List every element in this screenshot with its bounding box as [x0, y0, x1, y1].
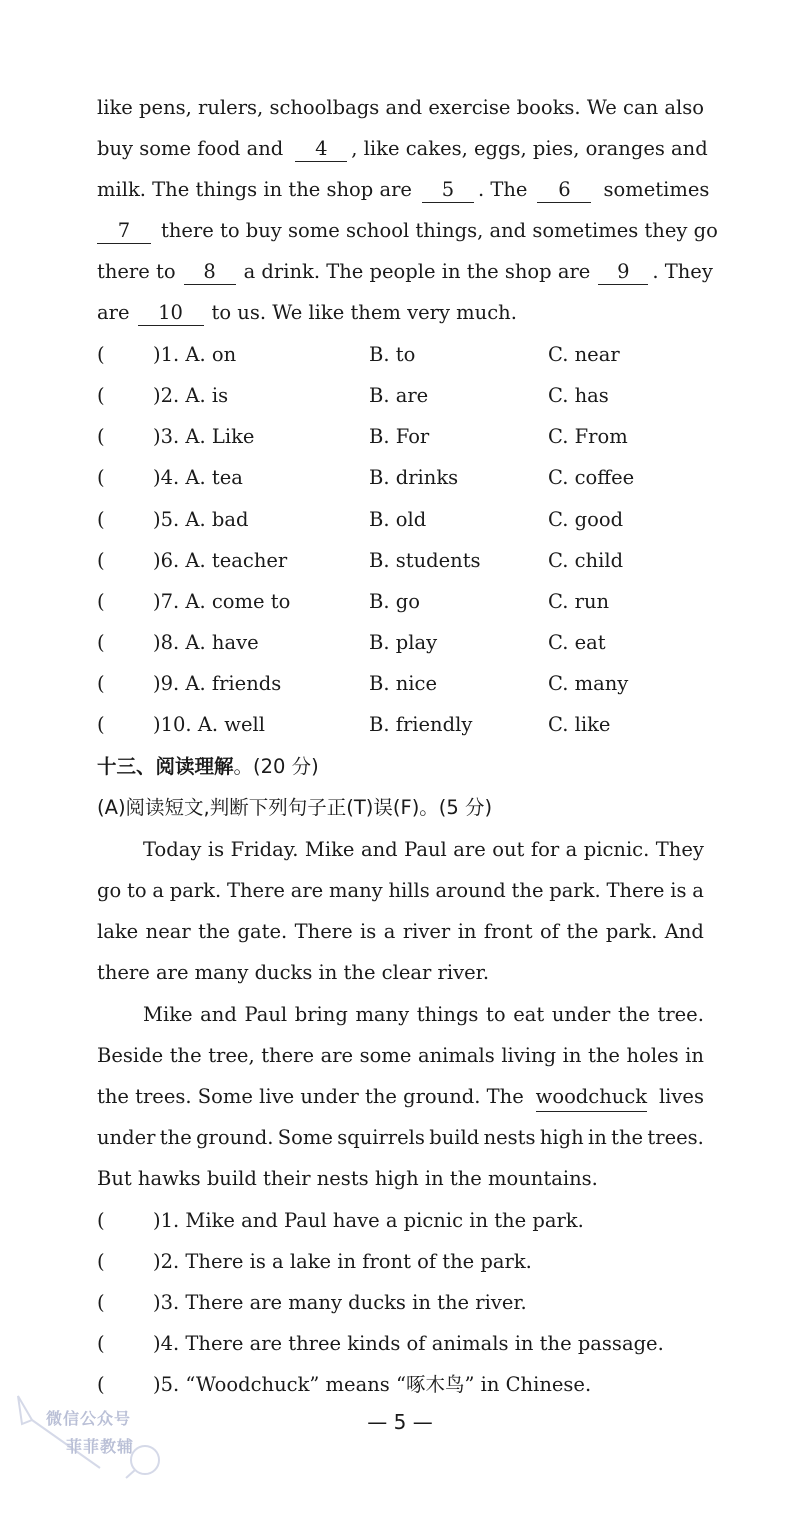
word: some — [359, 1044, 412, 1067]
answer-paren: ( — [97, 1250, 105, 1273]
answer-paren: ( — [97, 1373, 105, 1396]
reading-line — [97, 1165, 704, 1193]
reading-text — [143, 836, 704, 864]
word: and — [385, 96, 423, 119]
option-b: B. old — [369, 508, 427, 531]
word: Friday. — [230, 838, 299, 861]
passage-text — [97, 94, 704, 122]
word: also — [664, 96, 704, 119]
option-c: C. eat — [548, 631, 606, 654]
option-a: )10. A. well — [153, 713, 266, 736]
word: the — [159, 1126, 192, 1149]
reading-text: But hawks build their nests high in the mountains. — [97, 1167, 598, 1190]
reading-line — [97, 877, 704, 905]
word: the — [588, 1044, 620, 1067]
word: out — [492, 838, 525, 861]
word: are — [290, 879, 324, 902]
blank-5: 5 — [422, 178, 474, 203]
reading-line — [143, 836, 704, 864]
option-a: )2. A. is — [153, 384, 229, 407]
passage-line-1 — [97, 94, 704, 122]
answer-paren: ( — [97, 672, 105, 695]
option-c: C. run — [548, 590, 610, 613]
word: the — [198, 920, 231, 943]
answer-paren: ( — [97, 343, 105, 366]
reading-text — [97, 1124, 704, 1152]
word: gate. — [237, 920, 288, 943]
word: exercise — [428, 96, 511, 119]
word: can — [623, 96, 659, 119]
word: a — [565, 838, 578, 861]
word: picnic. — [583, 838, 650, 861]
word: a — [383, 920, 396, 943]
answer-paren: ( — [97, 1209, 105, 1232]
word: nests — [483, 1126, 536, 1149]
answer-paren: ( — [97, 713, 105, 736]
option-a: )4. A. tea — [153, 466, 243, 489]
option-a: )9. A. friends — [153, 672, 282, 695]
word: They — [655, 838, 704, 861]
word: the — [617, 1003, 650, 1026]
option-b: B. For — [369, 425, 430, 448]
option-a: )5. A. bad — [153, 508, 249, 531]
answer-paren: ( — [97, 590, 105, 613]
passage-line-3 — [97, 176, 710, 204]
word: is — [360, 920, 377, 943]
word: in — [562, 1044, 582, 1067]
answer-paren: ( — [97, 384, 105, 407]
word: front — [483, 920, 533, 943]
subsection-heading: (A)阅读短文,判断下列句子正(T)误(F)。(5 分) — [97, 796, 493, 819]
word: squirrels — [337, 1126, 425, 1149]
word: There — [606, 879, 665, 902]
watermark — [10, 1388, 170, 1480]
section-score: 。(20 分) — [233, 755, 319, 778]
answer-paren: ( — [97, 631, 105, 654]
word: build — [429, 1126, 480, 1149]
passage-text: milk. The things in the shop are — [97, 178, 412, 201]
word: many — [355, 1003, 410, 1026]
word: Some — [277, 1126, 333, 1149]
question-text: )3. There are many ducks in the river. — [153, 1291, 527, 1314]
word: rulers, — [198, 96, 264, 119]
option-b: B. friendly — [369, 713, 473, 736]
passage-text: , like cakes, eggs, pies, oranges and — [351, 137, 708, 160]
word: park. — [169, 879, 222, 902]
word: books. — [516, 96, 581, 119]
word: We — [586, 96, 617, 119]
word: There — [226, 879, 285, 902]
page-number: — 5 — — [367, 1410, 433, 1434]
option-b: B. students — [369, 549, 481, 572]
word: schoolbags — [269, 96, 380, 119]
blank-4: 4 — [295, 137, 347, 162]
reading-text: there are many ducks in the clear river. — [97, 961, 490, 984]
word: the — [566, 920, 599, 943]
passage-text: . The — [477, 178, 528, 201]
passage-text: a drink. The people in the shop are — [243, 260, 591, 283]
option-b: B. play — [369, 631, 438, 654]
word: the — [511, 879, 544, 902]
option-b: B. go — [369, 590, 420, 613]
word: tree, — [208, 1044, 255, 1067]
answer-paren: ( — [97, 425, 105, 448]
answer-paren: ( — [97, 1332, 105, 1355]
word: to — [486, 1003, 506, 1026]
option-c: C. near — [548, 343, 620, 366]
answer-paren: ( — [97, 549, 105, 572]
passage-text: sometimes — [603, 178, 710, 201]
passage-text: there to — [97, 260, 176, 283]
word: go — [97, 879, 122, 902]
word: in — [685, 1044, 704, 1067]
word: eat — [513, 1003, 545, 1026]
word: are — [453, 838, 486, 861]
reading-text — [97, 877, 704, 905]
word: lake — [97, 920, 139, 943]
word: under — [97, 1126, 156, 1149]
word: is — [670, 879, 687, 902]
word: park. — [605, 920, 658, 943]
word: tree. — [657, 1003, 704, 1026]
word: there — [261, 1044, 314, 1067]
reading-line — [97, 1042, 704, 1070]
option-a: )8. A. have — [153, 631, 259, 654]
blank-9: 9 — [598, 260, 648, 285]
blank-7: 7 — [97, 219, 151, 244]
reading-line — [97, 918, 704, 946]
section-heading — [97, 753, 319, 781]
option-b: B. to — [369, 343, 416, 366]
word: the — [169, 1044, 202, 1067]
reading-text — [97, 1042, 704, 1070]
reading-text — [143, 1001, 704, 1029]
word: Mike — [304, 838, 355, 861]
passage-line-6 — [97, 299, 704, 327]
word: are — [320, 1044, 354, 1067]
word: Today — [143, 838, 202, 861]
option-c: C. From — [548, 425, 628, 448]
word: many — [328, 879, 383, 902]
word: to — [127, 879, 147, 902]
word: animals — [417, 1044, 495, 1067]
word: things — [416, 1003, 479, 1026]
option-b: B. nice — [369, 672, 437, 695]
passage-text: . They — [652, 260, 713, 283]
passage-text: are — [97, 301, 130, 324]
watermark-line-1: 微信公众号 — [46, 1409, 132, 1428]
option-a: )1. A. on — [153, 343, 237, 366]
option-c: C. good — [548, 508, 624, 531]
underlined-word-woodchuck: woodchuck — [536, 1083, 647, 1112]
passage-text: to us. We like them very much. — [211, 301, 517, 324]
word: hills — [388, 879, 430, 902]
word: of — [540, 920, 560, 943]
word: pens, — [139, 96, 192, 119]
blank-6: 6 — [537, 178, 591, 203]
word: river — [402, 920, 451, 943]
word: a — [152, 879, 164, 902]
word: holes — [626, 1044, 679, 1067]
word: like — [97, 96, 133, 119]
word: park. — [549, 879, 601, 902]
word: for — [530, 838, 560, 861]
passage-line-2 — [97, 135, 708, 163]
word: the — [611, 1126, 644, 1149]
option-c: C. many — [548, 672, 629, 695]
reading-text: lives — [658, 1085, 704, 1108]
reading-line — [97, 959, 704, 987]
word: and — [200, 1003, 237, 1026]
word: and — [360, 838, 398, 861]
word: And — [664, 920, 704, 943]
passage-line-5 — [97, 258, 713, 286]
option-a: )6. A. teacher — [153, 549, 288, 572]
reading-line — [97, 1124, 704, 1152]
option-c: C. like — [548, 713, 611, 736]
word: in — [457, 920, 477, 943]
word: around — [435, 879, 506, 902]
option-c: C. coffee — [548, 466, 635, 489]
word: high — [539, 1126, 584, 1149]
blank-8: 8 — [184, 260, 236, 285]
word: ground. — [196, 1126, 274, 1149]
word: near — [145, 920, 191, 943]
word: There — [294, 920, 353, 943]
blank-10: 10 — [138, 301, 204, 326]
passage-line-4 — [97, 217, 718, 245]
reading-text: the trees. Some live under the ground. The — [97, 1085, 524, 1108]
option-c: C. has — [548, 384, 609, 407]
reading-line — [143, 1001, 704, 1029]
word: a — [692, 879, 704, 902]
passage-text: buy some food and — [97, 137, 284, 160]
answer-paren: ( — [97, 1291, 105, 1314]
word: Beside — [97, 1044, 164, 1067]
answer-paren: ( — [97, 466, 105, 489]
option-b: B. are — [369, 384, 429, 407]
question-text: )2. There is a lake in front of the park. — [153, 1250, 532, 1273]
word: bring — [294, 1003, 348, 1026]
option-c: C. child — [548, 549, 624, 572]
answer-paren: ( — [97, 508, 105, 531]
section-title: 十三、阅读理解 — [97, 755, 234, 778]
reading-text — [97, 918, 704, 946]
option-a: )7. A. come to — [153, 590, 291, 613]
option-b: B. drinks — [369, 466, 459, 489]
question-text: )5. “Woodchuck” means “啄木鸟” in Chinese. — [153, 1373, 592, 1396]
word: trees. — [647, 1126, 704, 1149]
word: living — [501, 1044, 557, 1067]
word: Paul — [404, 838, 447, 861]
word: under — [551, 1003, 611, 1026]
watermark-line-2: 菲菲教辅 — [66, 1437, 135, 1456]
passage-text: there to buy some school things, and sometimes they go — [161, 219, 718, 242]
word: is — [207, 838, 225, 861]
option-a: )3. A. Like — [153, 425, 255, 448]
word: in — [588, 1126, 607, 1149]
word: Paul — [244, 1003, 288, 1026]
question-text: )1. Mike and Paul have a picnic in the park. — [153, 1209, 584, 1232]
reading-line — [97, 1083, 704, 1112]
question-text: )4. There are three kinds of animals in the passage. — [153, 1332, 664, 1355]
word: Mike — [143, 1003, 193, 1026]
